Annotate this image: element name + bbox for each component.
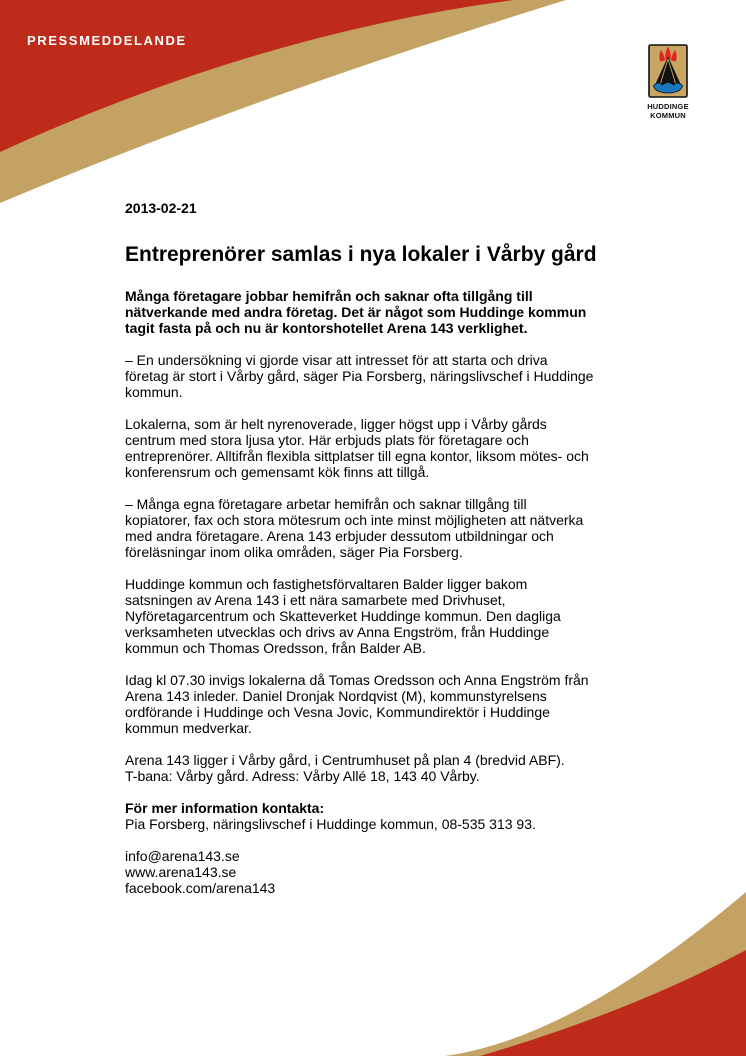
- body-paragraph-inauguration: Idag kl 07.30 invigs lokalerna då Tomas Oredsson och Anna Engström från Arena 143 inleder. Daniel Dronjak Nordqvist (M), kommunstyrelsens ordförande i Huddinge och Vesna Jovic, Kommundirektör i Huddinge kommun medverkar.: [125, 672, 589, 736]
- header-curve-decoration: [0, 0, 746, 210]
- pressmeddelande-label: PRESSMEDDELANDE: [27, 33, 187, 48]
- municipality-logo: [636, 44, 700, 120]
- body-paragraph-partners: Huddinge kommun och fastighetsförvaltaren Balder ligger bakom satsningen av Arena 143 i ett nära samarbete med Drivhuset, Nyföretagarcentrum och Skatteverket Huddinge kommun. Den dagliga verksamheten utvecklas och drivs av Anna Engström, från Huddinge kommun och Thomas Oredsson, från Balder AB.: [125, 576, 561, 656]
- logo-text-line1: HUDDINGE: [647, 102, 689, 111]
- lead-paragraph: Många företagare jobbar hemifrån och saknar ofta tillgång till nätverkande med andra företag. Det är något som Huddinge kommun tagit fasta på och nu är kontorshotellet Arena 143 verklighet.: [125, 288, 587, 336]
- headline: Entreprenörer samlas i nya lokaler i Vårby gård: [125, 243, 597, 266]
- date: 2013-02-21: [125, 200, 197, 216]
- body-paragraph-location: Arena 143 ligger i Vårby gård, i Centrumhuset på plan 4 (bredvid ABF). T-bana: Vårby gård. Adress: Vårby Allé 18, 143 40 Vårby.: [125, 752, 565, 784]
- contact-heading: För mer information kontakta:: [125, 800, 325, 816]
- logo-text-line2: KOMMUN: [650, 111, 686, 120]
- email-link[interactable]: info@arena143.se: [125, 848, 240, 864]
- footer-curve-decoration: [0, 881, 746, 1056]
- body-paragraph-quote-1: – En undersökning vi gjorde visar att intresset för att starta och driva företag är stort i Vårby gård, säger Pia Forsberg, näringslivschef i Huddinge kommun.: [125, 352, 594, 400]
- coat-of-arms-icon: [648, 44, 688, 98]
- body-paragraph-premises: Lokalerna, som är helt nyrenoverade, ligger högst upp i Vårby gårds centrum med stora ljusa ytor. Här erbjuds plats för företagare och entreprenörer. Alltifrån flexibla sittplatser till egna kontor, liksom mötes- och konferensrum och gemensamt kök finns att tillgå.: [125, 416, 589, 480]
- facebook-link[interactable]: facebook.com/arena143: [125, 880, 276, 896]
- website-link[interactable]: www.arena143.se: [125, 864, 237, 880]
- contact-line: Pia Forsberg, näringslivschef i Huddinge kommun, 08-535 313 93.: [125, 816, 536, 832]
- document-body: [125, 200, 645, 896]
- body-paragraph-quote-2: – Många egna företagare arbetar hemifrån och saknar tillgång till kopiatorer, fax och stora mötesrum och inte minst möjligheten att nätverka med andra företagare. Arena 143 erbjuder dessutom utbildningar och föreläsningar inom olika områden, säger Pia Forsberg.: [125, 496, 584, 560]
